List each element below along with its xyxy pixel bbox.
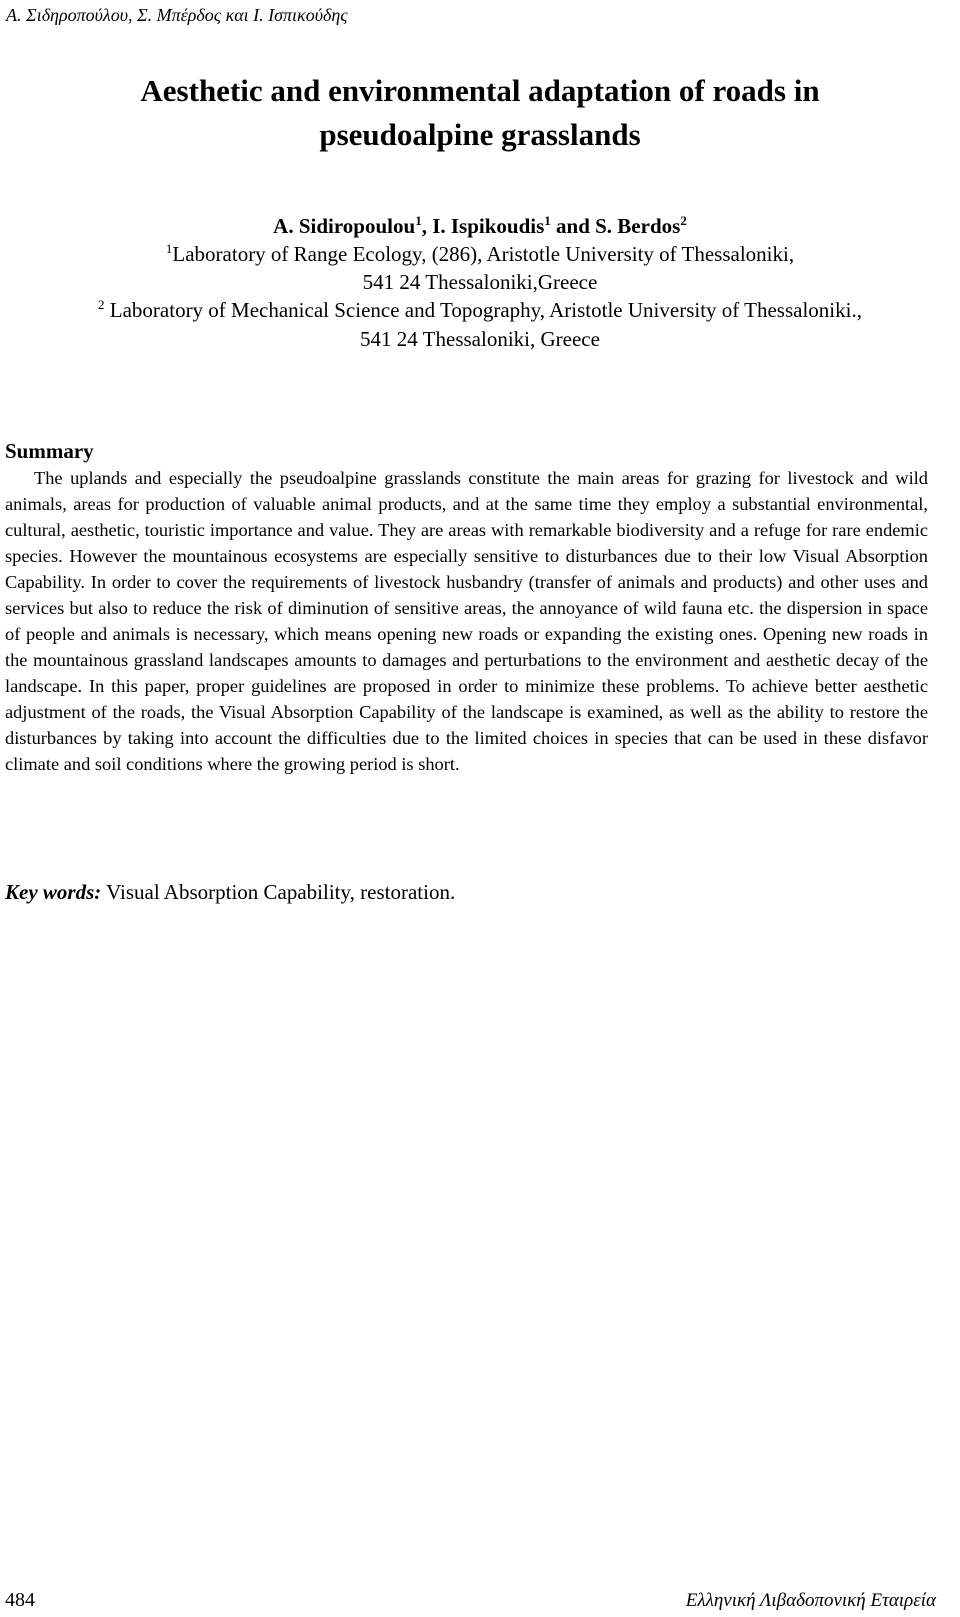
author-name: I. Ispikoudis [432, 214, 545, 238]
author-affiliation-mark: 2 [680, 213, 687, 228]
running-footer: Ελληνική Λιβαδοπονική Εταιρεία [685, 1590, 936, 1611]
affiliation-2-line-2: 541 24 Thessaloniki, Greece [360, 327, 600, 351]
page-number: 484 [5, 1589, 35, 1611]
title-line-1: Aesthetic and environmental adaptation of roads in [140, 73, 820, 108]
affiliation-mark: 2 [98, 297, 105, 312]
affiliation-text: Laboratory of Range Ecology, (286), Aristotle University of Thessaloniki, [172, 242, 795, 266]
affiliation-1-line-2: 541 24 Thessaloniki,Greece [362, 270, 598, 294]
keywords-line [5, 877, 455, 907]
keywords-label: Key words: [5, 880, 102, 904]
author-affiliation-mark: 1 [415, 213, 422, 228]
paper-title [0, 69, 960, 157]
author-list [0, 212, 960, 240]
title-line-2: pseudoalpine grasslands [319, 117, 641, 152]
affiliation-1-line-1 [0, 240, 960, 268]
summary-paragraph: The uplands and especially the pseudoalpine grasslands constitute the main areas for grazing for livestock and wild animals, areas for production of valuable animal products, and at the same time they employ a substantial environmental, cultural, aesthetic, touristic importance and value. They are areas with remarkable biodiversity and a refuge for rare endemic species. However the mountainous ecosystems are especially sensitive to disturbances due to their low Visual Absorption Capability. In order to cover the requirements of livestock husbandry (transfer of animals and products) and other uses and services but also to reduce the risk of diminution of sensitive areas, the annoyance of wild fauna etc. the dispersion in space of people and animals is necessary, which means opening new roads or expanding the existing ones. Opening new roads in the mountainous grassland landscapes amounts to damages and perturbations to the environment and aesthetic decay of the landscape. In this paper, proper guidelines are proposed in order to minimize these problems. To achieve better aesthetic adjustment of the roads, the Visual Absorption Capability of the landscape is examined, as well as the ability to restore the disturbances by taking into account the difficulties due to the limited choices in species that can be used in these disfavor climate and soil conditions where the growing period is short. [5, 468, 928, 774]
author-name: A. Sidiropoulou [273, 214, 416, 238]
running-header: Α. Σιδηροπούλου, Σ. Μπέρδος και Ι. Ισπικούδης [6, 5, 348, 25]
keywords-text: Visual Absorption Capability, restoration. [101, 880, 456, 904]
affiliation-2-line-1 [0, 296, 960, 324]
author-separator: , [421, 214, 433, 238]
author-name: S. Berdos [595, 214, 681, 238]
affiliation-text: Laboratory of Mechanical Science and Topography, Aristotle University of Thessaloniki., [104, 298, 862, 322]
author-affiliation-mark: 1 [544, 213, 551, 228]
author-separator: and [550, 214, 596, 238]
summary-heading: Summary [5, 439, 94, 463]
affiliation-mark: 1 [165, 241, 173, 256]
